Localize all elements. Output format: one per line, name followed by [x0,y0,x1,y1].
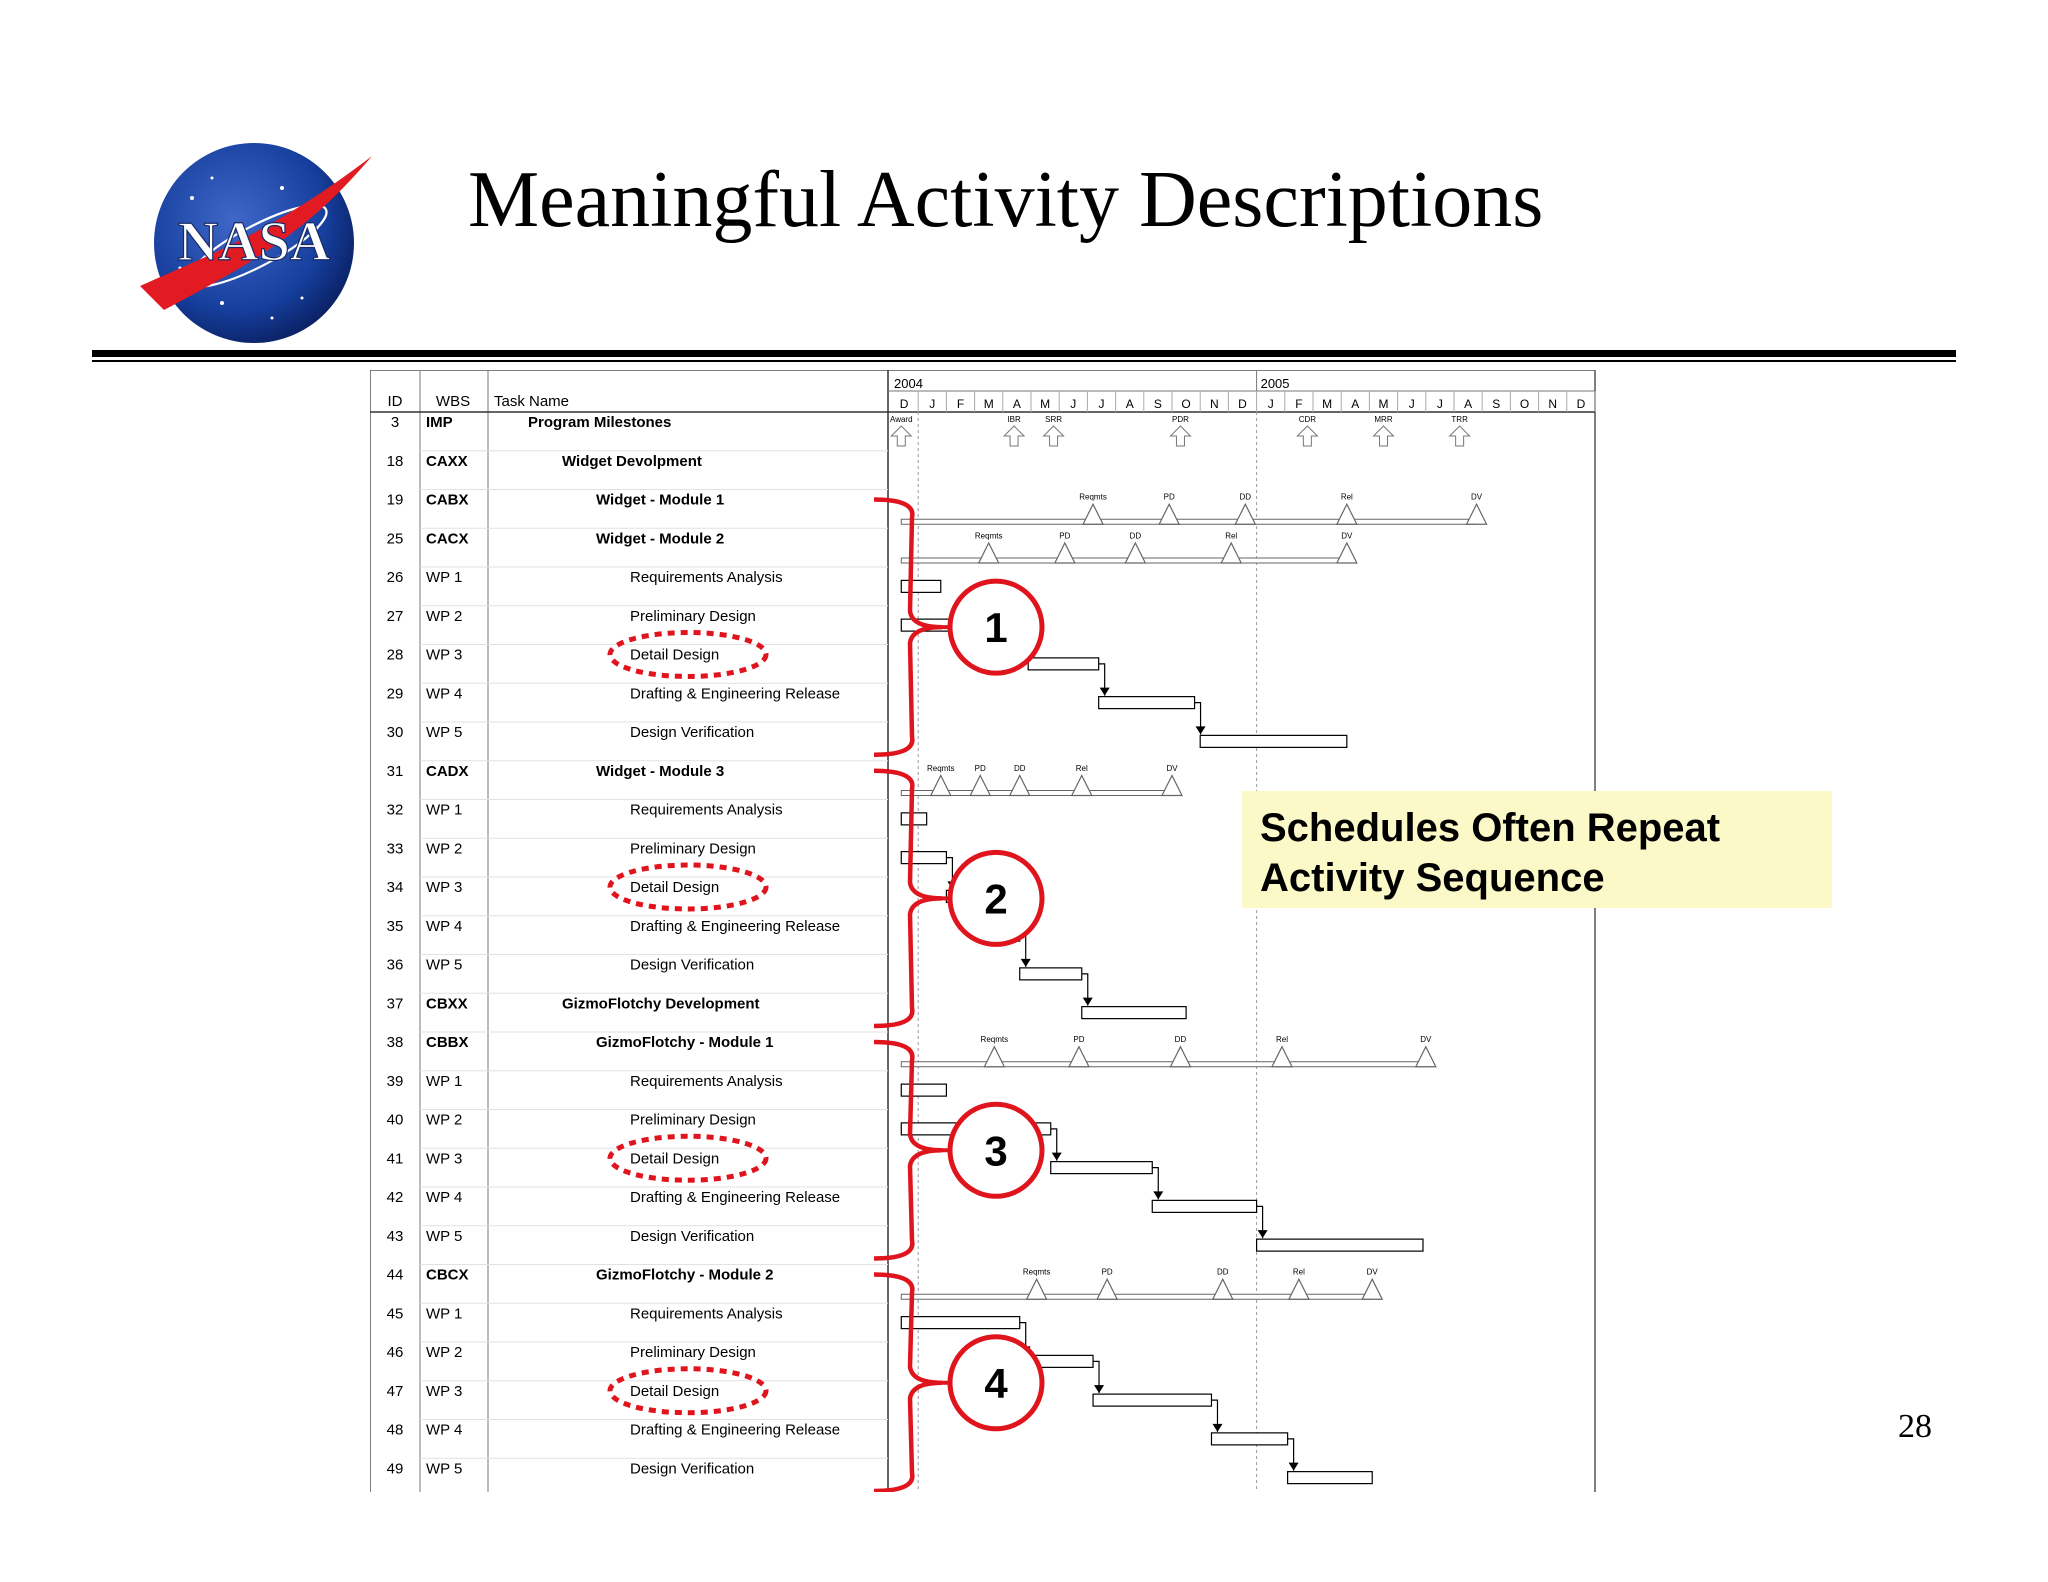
month-label: A [1012,397,1021,411]
row-task-name: Program Milestones [528,414,672,431]
summary-milestone-label: Rel [1275,1035,1288,1044]
gantt-chart [370,370,1610,1492]
task-bar [1211,1433,1287,1445]
row-task-name: GizmoFlotchy Development [562,995,760,1013]
task-bar [901,1084,946,1096]
month-label: M [1040,397,1051,411]
row-task-name: Preliminary Design [630,1111,756,1129]
month-label: A [1125,397,1134,411]
row-id: 47 [386,1382,404,1400]
summary-milestone-marker [1069,1047,1089,1067]
milestone-label: CDR [1298,415,1317,424]
task-bar [1200,735,1347,747]
row-id: 26 [386,569,404,586]
row-task-name: Design Verification [630,1460,755,1478]
summary-milestone-marker [1010,776,1030,796]
summary-milestone-label: DD [1013,763,1026,773]
row-task-name: Detail Design [630,1382,720,1400]
row-task-name: Widget - Module 3 [596,762,725,780]
summary-milestone-label: PD [1163,492,1175,502]
row-wbs: WP 2 [426,607,463,625]
row-task-name: Requirements Analysis [630,1305,783,1323]
row-wbs: WP 5 [426,724,463,741]
dependency-arrowhead [1021,959,1031,967]
row-wbs: CBBX [426,1034,469,1051]
row-id: 42 [386,1189,404,1206]
summary-milestone-label: Rel [1225,531,1238,541]
summary-milestone-label: Rel [1340,492,1353,502]
month-label: J [1267,397,1274,411]
summary-milestone-label: DV [1470,492,1483,502]
summary-milestone-label: DV [1420,1035,1432,1044]
task-bar [1093,1394,1211,1406]
summary-milestone-label: PD [1059,531,1071,541]
month-label: J [1098,397,1105,411]
summary-milestone-label: DV [1341,531,1353,541]
row-id: 37 [386,995,404,1013]
dependency-arrowhead [1052,1153,1062,1161]
row-wbs: WP 2 [426,1111,463,1129]
milestone-label: PDR [1172,415,1189,424]
row-id: 31 [386,762,404,780]
month-label: D [1238,397,1247,411]
month-label: O [1181,397,1191,411]
summary-milestone-marker [931,776,951,796]
row-wbs: WP 4 [426,685,463,703]
summary-milestone-label: DV [1366,1267,1378,1277]
row-id: 25 [386,530,404,548]
slide-title: Meaningful Activity Descriptions [468,156,1544,244]
task-bar [1152,1200,1256,1212]
milestone-label: SRR [1045,415,1063,424]
row-wbs: WP 1 [426,1072,463,1090]
callout-line-1: Schedules Often Repeat [1260,806,1721,850]
row-task-name: GizmoFlotchy - Module 2 [596,1266,774,1284]
title-divider-thick [92,350,1956,357]
year-label: 2005 [1260,376,1290,391]
row-wbs: CABX [426,491,469,509]
milestone-label: MRR [1374,415,1393,424]
header-id: ID [387,393,403,410]
logo-wordmark: NASA [177,211,331,273]
month-label: N [1209,397,1219,411]
row-wbs: WP 2 [426,840,463,858]
milestone-label: IBR [1007,415,1021,424]
row-id: 19 [386,491,404,509]
row-id: 34 [386,879,404,896]
summary-milestone-label: DV [1166,763,1178,773]
dependency-arrowhead [1100,688,1110,696]
summary-milestone-label: Rel [1292,1267,1305,1277]
dependency-arrowhead [1289,1463,1299,1471]
row-task-name: GizmoFlotchy - Module 1 [596,1034,774,1051]
callout-box [1242,791,1832,908]
summary-milestone-marker [1362,1279,1382,1299]
row-task-name: Drafting & Engineering Release [630,1189,841,1206]
summary-milestone-marker [984,1047,1004,1067]
row-wbs: WP 4 [426,917,463,935]
task-bar [901,580,940,592]
year-label: 2004 [894,376,923,391]
summary-milestone-label: Rel [1075,763,1088,773]
row-task-name: Requirements Analysis [630,569,783,586]
summary-milestone-marker [1162,776,1182,796]
summary-milestone-marker [1467,504,1487,524]
group-bracket [874,771,942,1026]
summary-milestone-label: Reqmts [1079,492,1107,502]
milestone-arrow-icon [1044,426,1064,446]
milestone-label: Award [890,415,913,424]
nasa-logo [132,138,387,348]
summary-milestone-label: PD [1101,1267,1113,1277]
callout-line-2: Activity Sequence [1260,856,1605,900]
summary-milestone-marker [1125,543,1145,563]
dependency-arrowhead [1258,1230,1268,1238]
summary-milestone-marker [1027,1279,1047,1299]
task-bar [1288,1472,1373,1484]
row-id: 44 [386,1266,404,1284]
row-wbs: WP 1 [426,569,463,586]
summary-milestone-label: PD [974,763,986,773]
row-task-name: Preliminary Design [630,840,756,858]
group-number: 4 [984,1359,1008,1407]
row-id: 35 [386,917,404,935]
summary-milestone-label: Reqmts [974,531,1003,541]
dependency-arrowhead [1196,726,1206,734]
group-number: 3 [984,1127,1008,1175]
row-id: 48 [386,1421,404,1439]
month-label: S [1492,397,1501,411]
row-wbs: CACX [426,530,469,548]
row-task-name: Drafting & Engineering Release [630,917,841,935]
summary-milestone-label: DD [1239,492,1252,502]
row-id: 29 [386,685,404,703]
summary-milestone-marker [979,543,999,563]
row-id: 45 [386,1305,404,1323]
row-id: 33 [386,840,404,858]
row-task-name: Widget Devolpment [562,452,702,470]
summary-milestone-marker [1289,1279,1309,1299]
title-divider-thin [92,360,1956,362]
row-id: 30 [386,724,404,741]
summary-milestone-label: DD [1216,1267,1229,1277]
row-id: 38 [386,1034,404,1051]
summary-milestone-marker [1337,504,1357,524]
row-id: 39 [386,1072,404,1090]
task-bar [1099,697,1195,709]
row-wbs: CAXX [426,452,468,470]
row-id: 32 [386,801,404,819]
milestone-arrow-icon [891,426,911,446]
month-label: A [1351,397,1360,411]
row-task-name: Requirements Analysis [630,1072,783,1090]
milestone-label: TRR [1451,415,1468,424]
dependency-arrowhead [1153,1191,1163,1199]
month-label: F [1295,397,1303,411]
summary-milestone-label: DD [1174,1035,1187,1044]
summary-milestone-marker [1337,543,1357,563]
month-label: S [1153,397,1162,411]
row-wbs: IMP [426,414,453,431]
row-task-name: Design Verification [630,1227,755,1245]
task-bar [1082,1007,1186,1019]
row-id: 40 [386,1111,404,1129]
summary-milestone-marker [1170,1047,1190,1067]
task-bar [1257,1239,1423,1251]
row-wbs: WP 4 [426,1189,463,1206]
row-wbs: WP 4 [426,1421,463,1439]
task-bar [901,813,926,825]
row-task-name: Design Verification [630,956,755,974]
month-label: M [1378,397,1389,411]
summary-milestone-label: PD [1073,1035,1085,1044]
month-label: D [1576,397,1586,411]
summary-milestone-marker [1072,776,1092,796]
row-task-name: Design Verification [630,724,755,741]
row-task-name: Preliminary Design [630,1344,756,1361]
month-label: O [1519,397,1530,411]
row-id: 28 [386,646,404,664]
milestone-arrow-icon [1004,426,1024,446]
milestone-arrow-icon [1297,426,1317,446]
month-label: A [1464,397,1473,411]
summary-milestone-marker [1221,543,1241,563]
group-number: 1 [984,604,1008,652]
row-id: 41 [386,1150,404,1168]
summary-milestone-label: Reqmts [1022,1267,1051,1277]
group-number: 2 [984,875,1008,923]
summary-milestone-marker [1159,504,1179,524]
row-wbs: WP 3 [426,646,463,664]
month-label: J [1436,397,1443,411]
row-task-name: Widget - Module 2 [596,530,725,548]
task-bar [1028,658,1099,670]
month-label: J [1408,397,1415,411]
dependency-arrowhead [1083,998,1093,1006]
summary-milestone-marker [1097,1279,1117,1299]
month-label: M [983,397,994,411]
milestone-arrow-icon [1450,426,1470,446]
task-bar [901,852,946,864]
header-task-name: Task Name [494,393,570,410]
row-wbs: WP 3 [426,1382,463,1400]
row-task-name: Preliminary Design [630,607,756,625]
row-id: 49 [386,1460,404,1478]
row-wbs: WP 5 [426,1227,463,1245]
summary-milestone-marker [1416,1047,1436,1067]
task-bar [1051,1162,1153,1174]
summary-bar [901,1062,1426,1067]
row-wbs: WP 5 [426,956,463,974]
milestone-arrow-icon [1170,426,1190,446]
row-task-name: Requirements Analysis [630,801,783,819]
row-id: 27 [386,607,404,625]
task-bar [1020,968,1082,980]
milestone-arrow-icon [1374,426,1394,446]
row-task-name: Widget - Module 1 [596,491,725,509]
month-label: D [899,397,909,411]
summary-bar [901,558,1347,563]
summary-milestone-marker [970,776,990,796]
summary-milestone-label: Reqmts [926,763,955,773]
summary-milestone-label: DD [1129,531,1142,541]
summary-bar [901,519,1476,524]
row-task-name: Drafting & Engineering Release [630,685,841,703]
dependency-arrowhead [1094,1385,1104,1393]
summary-milestone-marker [1083,504,1103,524]
summary-milestone-marker [1272,1047,1292,1067]
row-wbs: CBXX [426,995,468,1013]
row-wbs: CADX [426,762,469,780]
row-wbs: WP 3 [426,1150,463,1168]
row-task-name: Detail Design [630,646,720,664]
row-id: 18 [386,452,404,470]
row-task-name: Drafting & Engineering Release [630,1421,841,1439]
row-wbs: CBCX [426,1266,469,1284]
row-wbs: WP 1 [426,1305,463,1323]
month-label: M [1322,397,1333,411]
dependency-arrowhead [1212,1424,1222,1432]
month-label: N [1548,397,1558,411]
row-wbs: WP 5 [426,1460,463,1478]
month-label: J [929,397,936,411]
row-id: 36 [386,956,404,974]
month-label: F [956,397,965,411]
header-wbs: WBS [435,393,471,410]
summary-milestone-marker [1235,504,1255,524]
summary-milestone-marker [1213,1279,1233,1299]
summary-milestone-marker [1055,543,1075,563]
row-wbs: WP 2 [426,1344,463,1361]
row-id: 43 [386,1227,404,1245]
slide-number: 28 [1898,1408,1932,1445]
row-id: 3 [390,414,400,431]
row-task-name: Detail Design [630,1150,720,1168]
summary-milestone-label: Reqmts [980,1035,1009,1044]
row-task-name: Detail Design [630,879,720,896]
row-wbs: WP 1 [426,801,463,819]
month-label: J [1070,397,1077,411]
row-wbs: WP 3 [426,879,463,896]
task-bar [901,1317,1019,1329]
row-id: 46 [386,1344,404,1361]
